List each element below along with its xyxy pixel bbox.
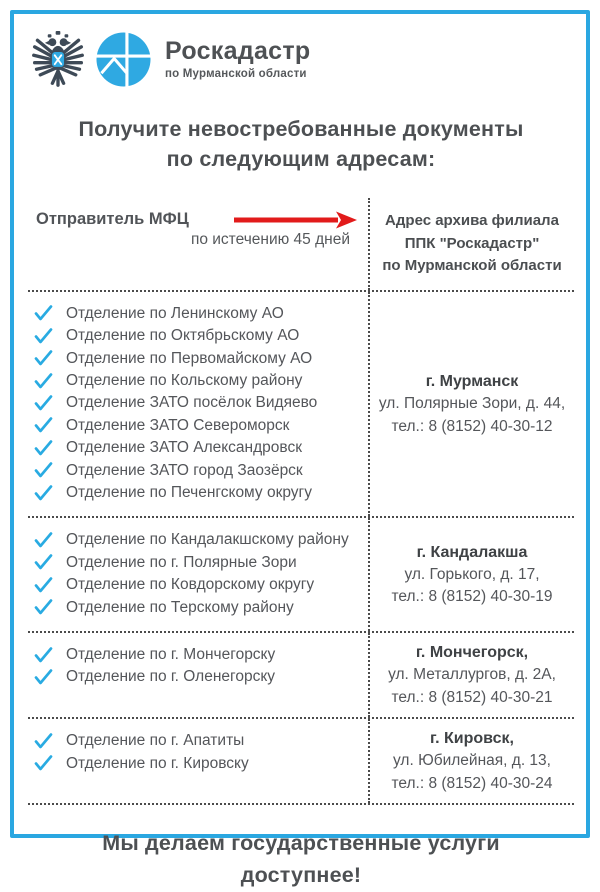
address-phone: тел.: 8 (8152) 40-30-19 [391, 588, 553, 606]
address-cell [368, 292, 574, 517]
office-label: Отделение ЗАТО город Заозёрск [66, 461, 303, 479]
office-label: Отделение по Кольскому району [66, 371, 303, 389]
office-label: Отделение по г. Мончегорску [66, 645, 276, 663]
offices-cell [28, 719, 368, 803]
offices-cell [28, 633, 368, 717]
office-list [34, 730, 368, 775]
offices-cell [28, 518, 368, 631]
office-item [34, 482, 368, 504]
brand-region: по Мурманской области [165, 67, 307, 80]
office-item [34, 666, 368, 688]
office-item [34, 370, 368, 392]
office-label: Отделение ЗАТО Североморск [66, 416, 290, 434]
offices-table [28, 198, 574, 805]
address-city: г. Кандалакша [416, 543, 528, 561]
office-label: Отделение по г. Апатиты [66, 732, 245, 750]
header-left-cell [28, 198, 368, 290]
office-list [34, 529, 368, 619]
office-list [34, 644, 368, 689]
address-street: ул. Горького, д. 17, [404, 565, 540, 583]
check-icon [34, 554, 53, 571]
arrow-caption: по истечению 45 дней [190, 231, 350, 249]
table-group-row-kirovsk [28, 719, 574, 805]
office-list [34, 303, 368, 505]
brand-name: Роскадастр [165, 37, 311, 66]
address-header-line2: ППК "Роскадастр" [404, 234, 540, 252]
office-item [34, 348, 368, 370]
address-street: ул. Юбилейная, д. 13, [393, 752, 551, 770]
address-phone: тел.: 8 (8152) 40-30-24 [391, 774, 553, 792]
office-item [34, 597, 368, 619]
address-street: ул. Полярные Зори, д. 44, [378, 395, 566, 413]
office-label: Отделение по Ковдорскому округу [66, 576, 315, 594]
sender-header-label: Отправитель МФЦ [36, 210, 189, 229]
check-icon [34, 755, 53, 772]
check-icon [34, 328, 53, 345]
address-header-cell [368, 198, 574, 290]
address-cell [368, 719, 574, 803]
office-item [34, 730, 368, 752]
address-header-line1: Адрес архива филиала [385, 212, 559, 230]
table-group-row-kandalaksha [28, 518, 574, 633]
office-label: Отделение по Терскому району [66, 598, 294, 616]
address-cell [368, 633, 574, 717]
page-title-line2: по следующим адресам: [166, 147, 436, 172]
office-label: Отделение по Печенгскому округу [66, 483, 312, 501]
footer-slogan-line2: доступнее! [240, 863, 362, 888]
header-logo-row [30, 28, 574, 90]
check-icon [34, 395, 53, 412]
check-icon [34, 577, 53, 594]
address-city: г. Мурманск [425, 372, 519, 390]
rosreestr-eagle-emblem-icon [30, 29, 86, 89]
footer-slogan-line1: Мы делаем государственные услуги [102, 831, 500, 856]
office-label: Отделение ЗАТО посёлок Видяево [66, 394, 318, 412]
office-item [34, 753, 368, 775]
address-street: ул. Металлургов, д. 2А, [388, 666, 556, 684]
brand-text [165, 38, 311, 80]
address-header-line3: по Мурманской области [382, 257, 562, 275]
address-cell [368, 518, 574, 631]
check-icon [34, 669, 53, 686]
check-icon [34, 462, 53, 479]
check-icon [34, 440, 53, 457]
table-header-row [28, 198, 574, 292]
office-item [34, 460, 368, 482]
check-icon [34, 350, 53, 367]
check-icon [34, 305, 53, 322]
page-title-line1: Получите невостребованные документы [78, 117, 524, 141]
check-icon [34, 532, 53, 549]
office-item [34, 325, 368, 347]
office-label: Отделение по Первомайскому АО [66, 349, 313, 367]
table-group-row-murmansk [28, 292, 574, 519]
office-label: Отделение по г. Кировску [66, 754, 249, 772]
check-icon [34, 417, 53, 434]
check-icon [34, 647, 53, 664]
address-phone: тел.: 8 (8152) 40-30-21 [391, 688, 553, 706]
page-title [28, 114, 574, 174]
office-label: Отделение ЗАТО Александровск [66, 439, 302, 457]
footer-slogan [28, 827, 574, 892]
office-label: Отделение по г. Оленегорску [66, 668, 276, 686]
office-item [34, 392, 368, 414]
office-item [34, 437, 368, 459]
office-item [34, 529, 368, 551]
office-item [34, 574, 368, 596]
check-icon [34, 599, 53, 616]
check-icon [34, 373, 53, 390]
check-icon [34, 485, 53, 502]
office-item [34, 415, 368, 437]
roskadastr-logo-icon [96, 32, 151, 87]
address-phone: тел.: 8 (8152) 40-30-12 [391, 417, 553, 435]
office-item [34, 552, 368, 574]
office-item [34, 644, 368, 666]
table-group-row-monchegorsk [28, 633, 574, 719]
office-item [34, 303, 368, 325]
office-label: Отделение по Кандалакшскому району [66, 531, 349, 549]
offices-cell [28, 292, 368, 517]
check-icon [34, 733, 53, 750]
office-label: Отделение по г. Полярные Зори [66, 553, 297, 571]
office-label: Отделение по Октябрьскому АО [66, 327, 300, 345]
address-city: г. Кировск, [430, 730, 514, 748]
office-label: Отделение по Ленинскому АО [66, 304, 284, 322]
arrow-right-icon [232, 211, 358, 229]
address-city: г. Мончегорск, [415, 643, 529, 661]
